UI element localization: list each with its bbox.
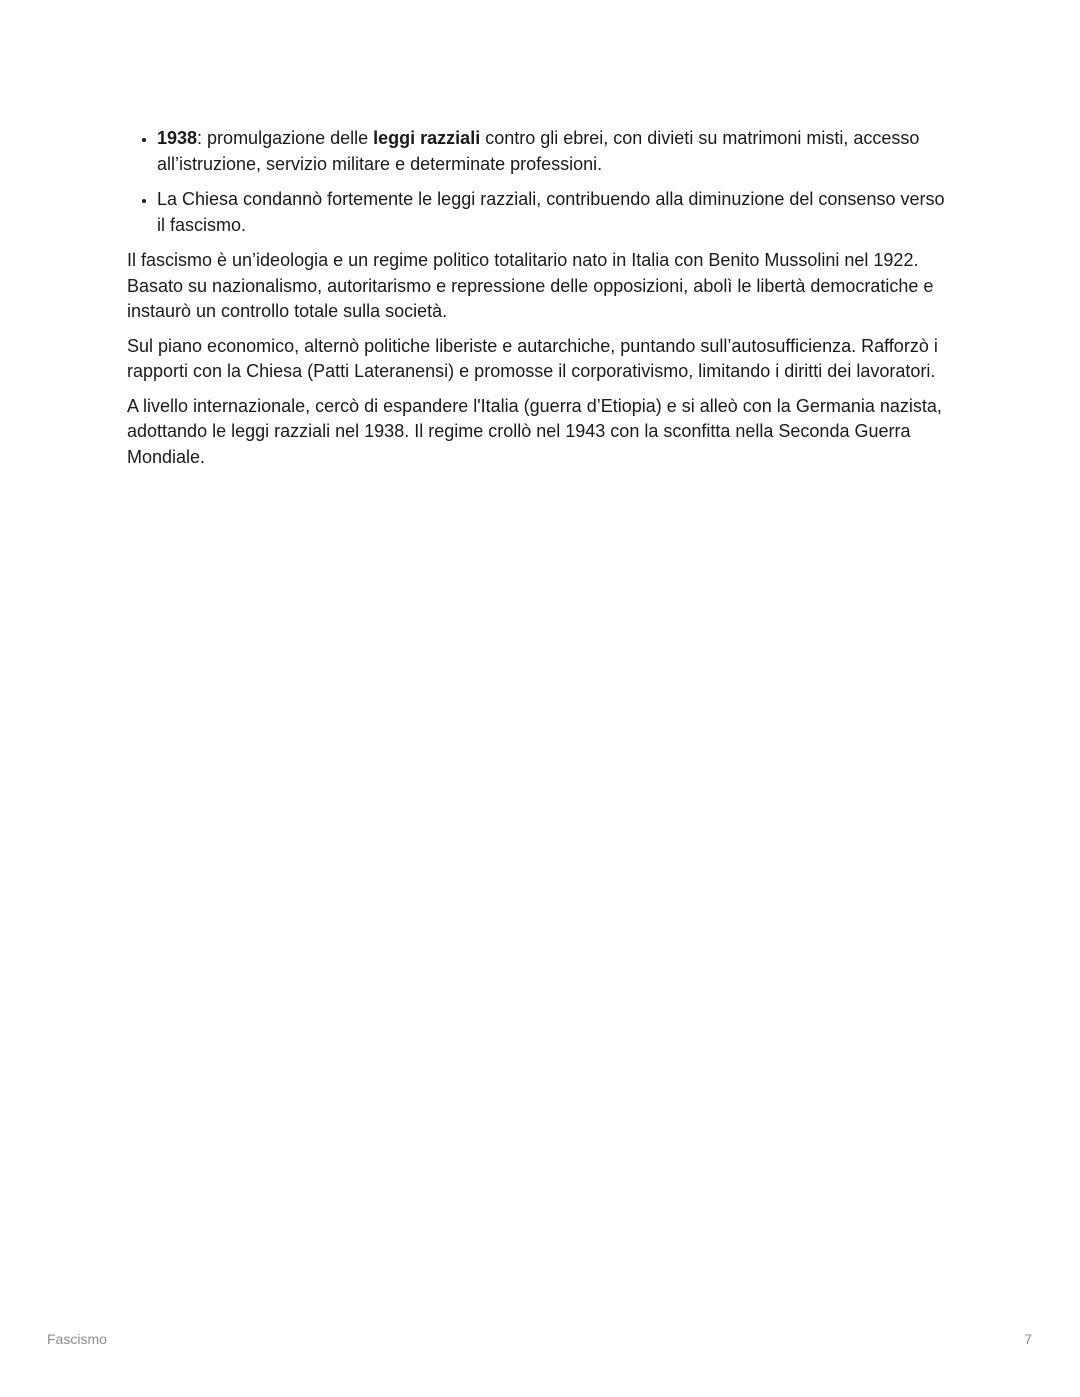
paragraph-international: A livello internazionale, cercò di espandere l'Italia (guerra d’Etiopia) e si alleò con la Germania nazista, adottando le leggi razziali nel 1938. Il regime crollò nel 1943 con la sconfitta nella Seconda Guerra Mondiale. [127,395,942,467]
paragraph-economy: Sul piano economico, alternò politiche liberiste e autarchiche, puntando sull’autosufficienza. Rafforzò i rapporti con la Chiesa (Patti Lateranensi) e promosse il corporativismo, limitando i diritti dei lavoratori. [127,335,938,381]
footer-page-number: 7 [1024,1331,1032,1347]
bullet-year: 1938 [157,128,198,148]
footer-document-title: Fascismo [47,1331,107,1347]
bullet-text: La Chiesa condannò fortemente le leggi razziali, contribuendo alla diminuzione del consenso verso il fascismo. [157,189,945,235]
bullet-item-1938 [157,126,957,177]
bullet-bold-term: leggi razziali [373,128,481,148]
bullet-list [127,126,957,238]
bullet-text-part: : promulgazione delle [197,128,374,148]
paragraph-definition: Il fascismo è un’ideologia e un regime politico totalitario nato in Italia con Benito Mussolini nel 1922. Basato su nazionalismo, autoritarismo e repressione delle opposizioni, abolì le libertà democratiche e instaurò un controllo totale sulla società. [127,250,934,321]
bullet-text-part: contro gli ebrei, con divieti su matrimoni misti, accesso all’istruzione, servizio militare e determinate professioni. [157,128,920,174]
document-body [127,126,957,479]
bullet-item-chiesa [157,187,957,238]
